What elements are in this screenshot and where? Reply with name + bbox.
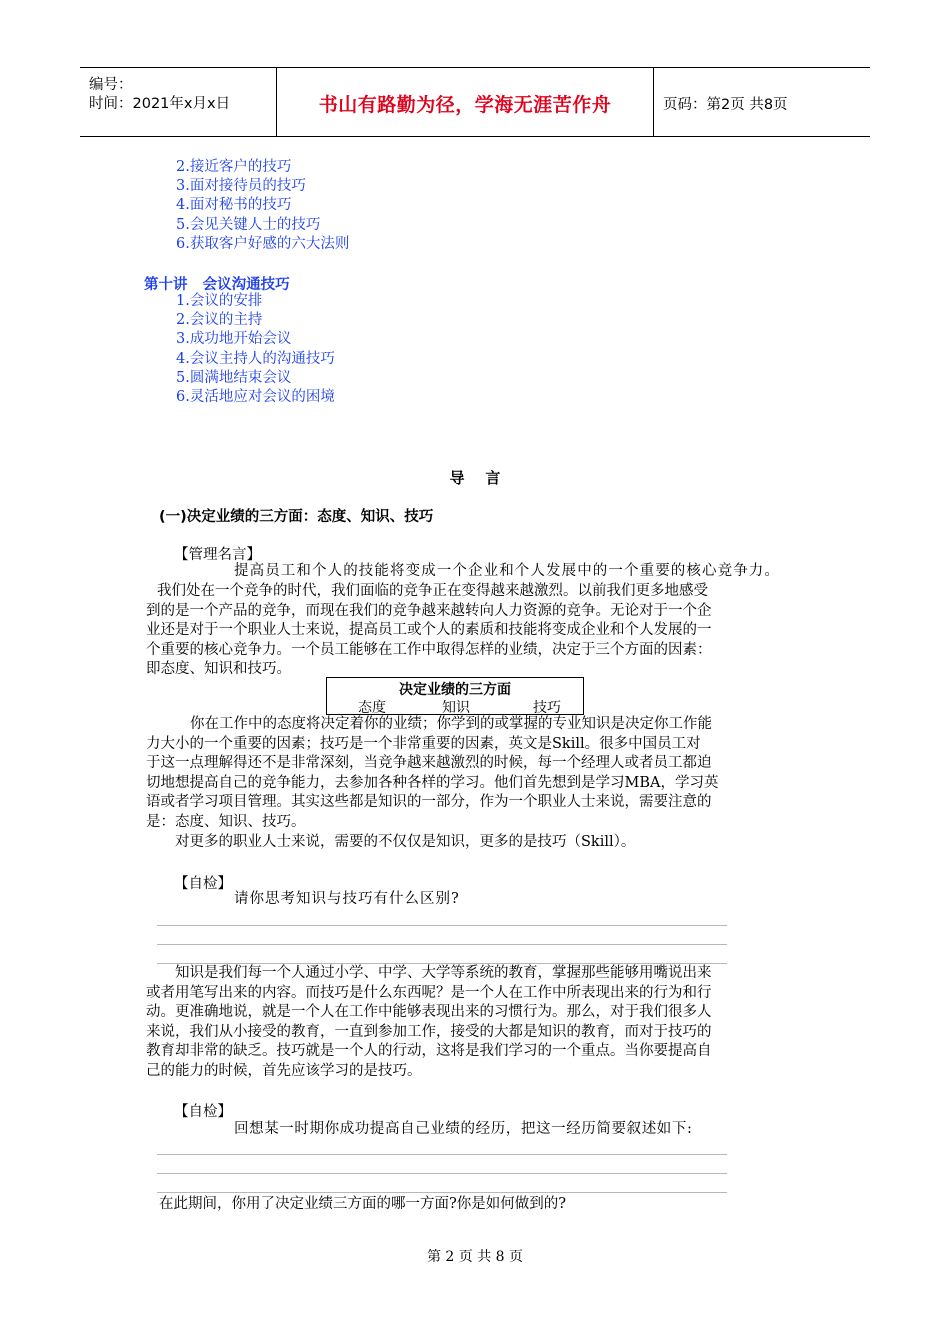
intro-title: 导 言 [449,469,501,487]
toc-lecture10-list [176,292,335,407]
paragraph-3: 对更多的职业人士来说，需要的不仅仅是知识，更多的是技巧（Skill）。 [175,834,636,850]
text-line: 己的能力的时候，首先应该学习的是技巧。 [146,1062,422,1079]
toc-prev-list [176,158,349,254]
section-heading: (一)决定业绩的三方面：态度、知识、技巧 [159,509,434,525]
number-label: 编号： [89,77,133,93]
page-header [80,67,870,137]
header-meta-cell [80,68,277,136]
text-line: 语或者学习项目管理。其实这些都是知识的一部分，作为一个职业人士来说，需要注意的 [146,794,712,811]
paragraph-2 [146,715,826,833]
text-line: 是：态度、知识、技巧。 [146,813,306,830]
closing-question: 在此期间，你用了决定业绩三方面的哪一方面?你是如何做到的? [159,1196,567,1212]
text-line: 于这一点理解得还不是非常深刻，当竞争越来越激烈的时候，每一个经理人或者员工都迫 [146,755,712,772]
toc-item: 4.面对秘书的技巧 [176,197,292,214]
paragraph-4 [146,964,826,1082]
table-title: 决定业绩的三方面 [399,682,511,698]
performance-factors-table [326,677,584,715]
time-label: 时间：2021年x月x日 [89,96,231,112]
motto: 书山有路勤为径，学海无涯苦作舟 [318,94,612,116]
text-line: 个重要的核心竞争力。一个员工能够在工作中取得怎样的业绩，决定于三个方面的因素： [146,641,712,658]
text-line: 或者用笔写出来的内容。而技巧是什么东西呢？是一个人在工作中所表现出来的行为和行 [146,984,712,1001]
page-number-label: 页码：第2页 共8页 [663,97,788,113]
selfcheck-label: 【自检】 [174,1104,232,1120]
header-page-cell [654,68,870,136]
answer-line[interactable] [157,1173,727,1174]
text-line: 动。更准确地说，就是一个人在工作中能够表现出来的习惯行为。那么，对于我们很多人 [146,1004,712,1021]
selfcheck-question: 回想某一时期你成功提高自己业绩的经历，把这一经历简要叙述如下: [234,1121,693,1137]
header-motto-cell [277,68,654,136]
toc-item: 6.获取客户好感的六大法则 [176,235,350,252]
quote-label: 【管理名言】 [174,547,261,563]
answer-line[interactable] [157,925,727,926]
page-footer: 第 2 页 共 8 页 [426,1249,524,1265]
table-item-knowledge: 知识 [442,700,470,716]
text-line: 业还是对于一个职业人士来说，提高员工或个人的素质和技能将变成企业和个人发展的一 [146,622,712,639]
text-line: 来说，我们从小接受的教育，一直到参加工作，接受的大都是知识的教育，而对于技巧的 [146,1023,712,1040]
toc-item: 5.会见关键人士的技巧 [176,216,321,233]
selfcheck-question: 请你思考知识与技巧有什么区别? [234,891,460,907]
answer-line[interactable] [157,944,727,945]
text-line: 即态度、知识和技巧。 [146,661,291,678]
text-line: 我们处在一个竞争的时代，我们面临的竞争正在变得越来越激烈。以前我们更多地感受 [157,583,708,599]
selfcheck-label: 【自检】 [174,876,232,892]
table-item-attitude: 态度 [358,700,386,716]
answer-line[interactable] [157,1192,727,1193]
toc-item: 3.成功地开始会议 [176,331,292,348]
toc-item: 5.圆满地结束会议 [176,369,292,386]
text-line: 你在工作中的态度将决定着你的业绩；你学到的或掌握的专业知识是决定你工作能 [190,716,712,732]
toc-item: 1.会议的安排 [176,293,263,309]
quote-text: 提高员工和个人的技能将变成一个企业和个人发展中的一个重要的核心竞争力。 [234,563,780,579]
toc-item: 6.灵活地应对会议的困境 [176,389,335,406]
paragraph-1 [146,582,826,680]
answer-line[interactable] [157,1154,727,1155]
text-line: 到的是一个产品的竞争，而现在我们的竞争越来越转向人力资源的竞争。无论对于一个企 [146,602,712,619]
toc-item: 2.会议的主持 [176,312,263,329]
text-line: 力大小的一个重要的因素；技巧是一个非常重要的因素，英文是Skill。很多中国员工对 [146,735,701,752]
text-line: 切地想提高自己的竞争能力，去参加各种各样的学习。他们首先想到是学习MBA，学习英 [146,774,719,791]
lecture10-title: 第十讲 会议沟通技巧 [144,277,290,293]
text-line: 知识是我们每一个人通过小学、中学、大学等系统的教育，掌握那些能够用嘴说出来 [175,965,712,981]
text-line: 教育却非常的缺乏。技巧就是一个人的行动，这将是我们学习的一个重点。当你要提高自 [146,1043,712,1060]
toc-item: 2.接近客户的技巧 [176,159,292,175]
table-item-skill: 技巧 [533,700,561,716]
toc-item: 4.会议主持人的沟通技巧 [176,350,335,367]
toc-item: 3.面对接待员的技巧 [176,178,306,195]
